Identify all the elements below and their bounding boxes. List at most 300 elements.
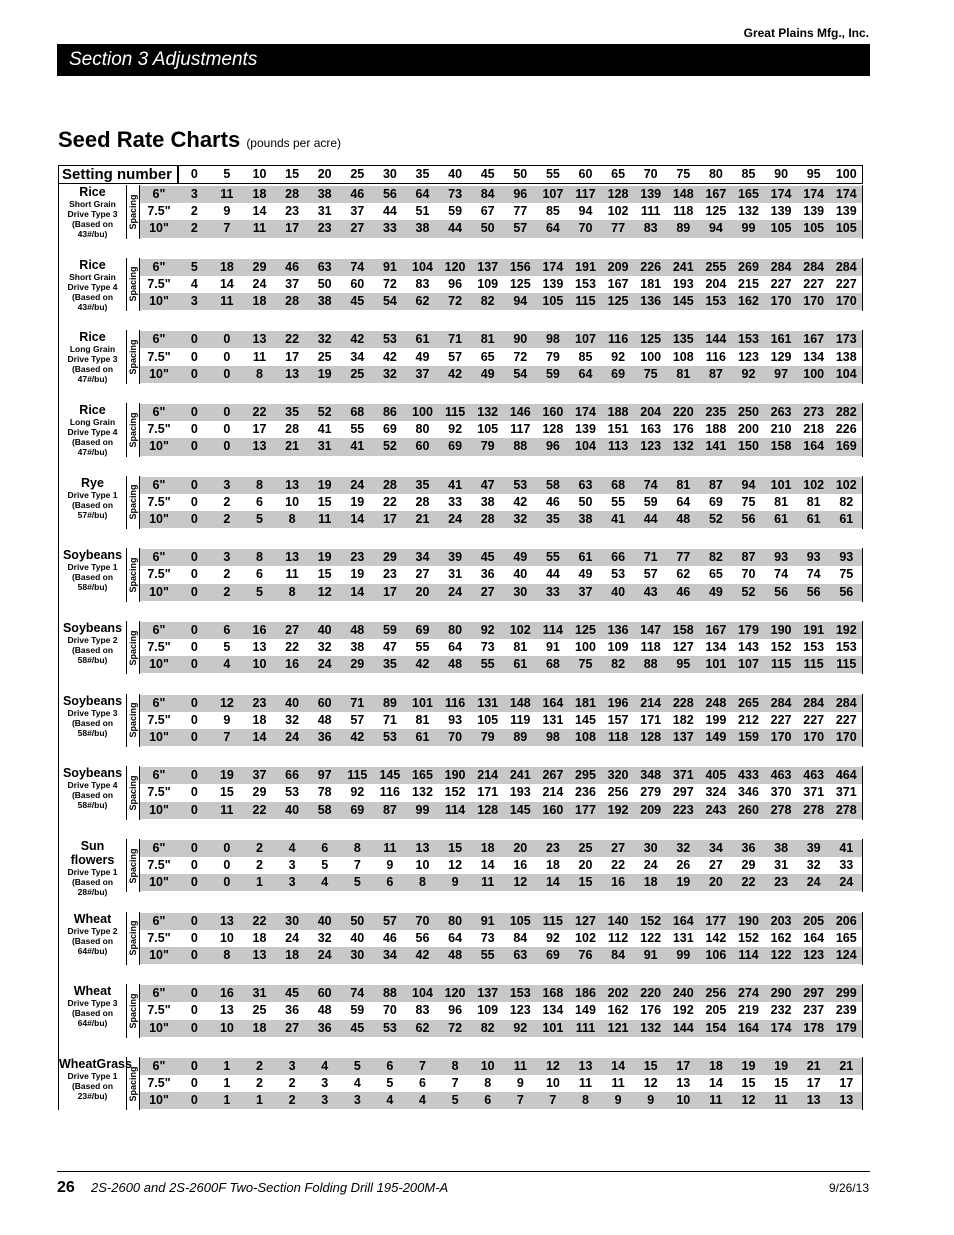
seed-rate-cell: 32	[285, 712, 300, 727]
seed-rate-cell: 24	[350, 477, 365, 492]
block-right-border	[862, 694, 863, 748]
seed-rate-cell: 125	[575, 622, 596, 637]
seed-rate-cell: 123	[803, 947, 825, 962]
seed-rate-cell: 23	[350, 550, 365, 565]
crop-description: Drive Type 4	[67, 426, 118, 437]
setting-header-cell: 60	[578, 167, 593, 181]
seed-rate-cell: 23	[545, 840, 560, 855]
section-header-bar	[57, 44, 870, 76]
seed-rate-cell: 226	[640, 259, 662, 274]
seed-rate-cell: 18	[252, 712, 267, 727]
seed-rate-cell: 97	[774, 366, 789, 381]
seed-rate-cell: 2	[288, 1076, 296, 1090]
crop-description: 43#/bu)	[77, 301, 108, 312]
crop-description: Short Grain	[69, 271, 116, 282]
seed-rate-cell: 13	[806, 1093, 821, 1108]
seed-rate-cell: 20	[578, 858, 593, 873]
seed-rate-cell: 169	[835, 439, 857, 454]
seed-rate-cell: 137	[477, 259, 499, 274]
crop-description: Long Grain	[69, 416, 116, 427]
seed-rate-cell: 12	[741, 1093, 756, 1108]
seed-rate-cell: 4	[419, 1093, 426, 1108]
seed-rate-cell: 4	[386, 1093, 394, 1108]
seed-rate-cell: 102	[509, 622, 531, 637]
seed-rate-cell: 21	[415, 512, 430, 526]
row-spacing-value: 6"	[152, 695, 166, 710]
crop-description: (Based on	[71, 790, 114, 801]
crop-label	[58, 1056, 132, 1111]
seed-rate-cell: 145	[509, 802, 531, 817]
seed-rate-cell: 72	[448, 1020, 463, 1035]
crop-label	[58, 766, 126, 820]
seed-rate-cell: 124	[835, 947, 857, 962]
seed-rate-cell: 8	[256, 366, 263, 381]
seed-rate-cell: 3	[288, 875, 296, 890]
crop-description: 23#/bu)	[77, 1090, 108, 1101]
seed-rate-cell: 15	[643, 1058, 658, 1073]
seed-rate-cell: 75	[643, 366, 658, 381]
seed-rate-cell: 191	[575, 259, 596, 274]
seed-rate-cell: 164	[803, 439, 825, 454]
seed-rate-cell: 284	[770, 695, 792, 710]
seed-rate-cell: 153	[803, 640, 825, 655]
seed-rate-cell: 158	[672, 622, 694, 637]
seed-rate-cell: 19	[350, 494, 365, 509]
seed-rate-cell: 51	[415, 204, 430, 219]
seed-rate-cell: 182	[672, 712, 694, 727]
seed-rate-cell: 1	[223, 1058, 231, 1073]
seed-rate-cell: 89	[513, 729, 528, 744]
seed-rate-cell: 92	[741, 366, 756, 381]
seed-rate-cell: 22	[252, 404, 267, 419]
seed-rate-cell: 114	[738, 947, 759, 962]
seed-rate-cell: 25	[350, 366, 365, 381]
seed-rate-cell: 4	[321, 875, 329, 890]
seed-rate-cell: 104	[835, 366, 857, 381]
seed-rate-cell: 99	[676, 947, 691, 962]
seed-rate-cell: 61	[415, 729, 430, 744]
row-spacing-value: 6"	[152, 622, 166, 637]
seed-rate-cell: 56	[415, 930, 430, 945]
seed-rate-cell: 56	[382, 187, 397, 201]
seed-rate-cell: 35	[382, 657, 397, 672]
seed-rate-cell: 162	[770, 930, 792, 945]
seed-rate-cell: 6	[386, 1058, 394, 1073]
seed-rate-cell: 6	[386, 875, 394, 890]
seed-rate-cell: 149	[705, 729, 727, 744]
seed-rate-cell: 13	[839, 1093, 854, 1108]
seed-rate-cell: 77	[676, 550, 691, 565]
seed-rate-cell: 40	[611, 584, 626, 599]
seed-rate-cell: 8	[288, 512, 296, 526]
seed-rate-cell: 15	[448, 840, 463, 855]
seed-rate-cell: 0	[190, 930, 198, 945]
spacing-label	[126, 185, 140, 239]
seed-rate-cell: 33	[839, 858, 854, 873]
row-spacing-value: 10"	[149, 294, 169, 309]
seed-rate-cell: 13	[415, 840, 430, 855]
seed-rate-cell: 151	[607, 422, 629, 437]
seed-rate-cell: 64	[448, 640, 463, 655]
seed-rate-cell: 4	[223, 657, 231, 672]
row-spacing-value: 7.5"	[147, 930, 171, 945]
seed-rate-cell: 15	[219, 785, 234, 800]
seed-rate-cell: 284	[803, 695, 825, 710]
seed-rate-cell: 10	[676, 1093, 691, 1108]
seed-rate-cell: 59	[382, 622, 397, 637]
seed-rate-cell: 27	[708, 858, 723, 873]
seed-rate-cell: 137	[477, 986, 499, 1001]
seed-rate-cell: 139	[640, 187, 662, 201]
seed-rate-cell: 38	[350, 640, 365, 655]
seed-rate-cell: 76	[578, 947, 593, 962]
seed-rate-cell: 218	[803, 422, 825, 437]
seed-rate-cell: 371	[803, 785, 825, 800]
seed-rate-cell: 24	[285, 930, 300, 945]
seed-rate-cell: 15	[774, 1076, 789, 1090]
seed-rate-cell: 27	[480, 584, 495, 599]
seed-rate-cell: 47	[480, 477, 495, 492]
seed-rate-cell: 11	[481, 875, 495, 890]
seed-rate-cell: 13	[252, 947, 267, 962]
seed-rate-cell: 167	[803, 332, 825, 347]
seed-rate-cell: 88	[513, 439, 528, 454]
crop-description: (Based on	[71, 1008, 114, 1019]
seed-rate-cell: 49	[708, 584, 723, 599]
seed-rate-cell: 32	[806, 858, 821, 873]
seed-rate-cell: 14	[611, 1058, 626, 1073]
seed-rate-cell: 28	[415, 494, 430, 509]
seed-rate-cell: 173	[835, 332, 857, 347]
seed-rate-cell: 181	[640, 276, 662, 291]
seed-rate-cell: 123	[738, 349, 759, 364]
crop-description: Short Grain	[69, 199, 116, 209]
seed-rate-cell: 241	[672, 259, 694, 274]
seed-rate-cell: 18	[643, 875, 658, 890]
seed-rate-cell: 13	[252, 332, 267, 347]
row-spacing-value: 6"	[152, 259, 166, 274]
seed-rate-cell: 12	[643, 1076, 658, 1090]
seed-rate-cell: 10	[480, 1058, 495, 1073]
seed-rate-cell: 11	[513, 1058, 527, 1073]
seed-rate-cell: 278	[770, 802, 792, 817]
seed-rate-cell: 45	[285, 986, 300, 1001]
seed-rate-cell: 99	[415, 802, 430, 817]
seed-rate-cell: 55	[545, 550, 560, 565]
seed-rate-cell: 59	[448, 204, 463, 219]
crop-name: WheatGrass	[59, 1056, 132, 1071]
seed-rate-cell: 40	[350, 930, 365, 945]
seed-rate-cell: 68	[350, 404, 365, 419]
seed-rate-cell: 346	[738, 785, 759, 800]
seed-rate-cell: 11	[774, 1093, 788, 1108]
crop-description: Drive Type 4	[67, 780, 118, 791]
seed-rate-cell: 157	[607, 712, 629, 727]
seed-rate-cell: 159	[738, 729, 759, 744]
crop-label	[58, 403, 126, 457]
seed-rate-cell: 19	[676, 875, 691, 890]
seed-rate-cell: 214	[542, 785, 564, 800]
seed-rate-cell: 174	[542, 259, 564, 274]
row-spacing-value: 7.5"	[147, 1003, 171, 1018]
seed-rate-cell: 8	[353, 840, 361, 855]
seed-rate-cell: 29	[741, 858, 756, 873]
row-spacing-value: 10"	[149, 221, 169, 236]
seed-rate-cell: 81	[806, 494, 821, 509]
seed-rate-cell: 8	[288, 584, 296, 599]
seed-rate-cell: 41	[350, 439, 365, 454]
seed-rate-cell: 0	[190, 422, 198, 437]
seed-rate-cell: 32	[382, 366, 397, 381]
seed-rate-cell: 69	[611, 366, 626, 381]
row-spacing-value: 10"	[149, 657, 169, 672]
seed-rate-cell: 255	[705, 259, 727, 274]
seed-rate-cell: 49	[480, 366, 495, 381]
seed-rate-cell: 44	[643, 512, 658, 526]
seed-rate-cell: 33	[448, 494, 463, 509]
seed-rate-cell: 94	[741, 477, 756, 492]
seed-rate-cell: 50	[578, 494, 593, 509]
seed-rate-cell: 160	[542, 802, 564, 817]
seed-rate-cell: 3	[288, 858, 296, 873]
block-right-border	[862, 766, 863, 820]
spacing-text: Spacing	[128, 339, 138, 375]
seed-rate-cell: 29	[382, 550, 397, 565]
setting-header-cell: 30	[382, 167, 397, 181]
seed-rate-cell: 4	[190, 276, 198, 291]
crop-name: Soybeans	[62, 693, 123, 708]
seed-rate-cell: 7	[353, 858, 361, 873]
seed-rate-cell: 39	[806, 840, 821, 855]
seed-rate-cell: 6	[256, 567, 263, 582]
row-spacing-value: 10"	[149, 512, 169, 526]
seed-rate-cell: 105	[835, 221, 857, 236]
seed-rate-cell: 70	[415, 913, 430, 928]
seed-rate-cell: 37	[285, 276, 300, 291]
row-spacing-value: 7.5"	[147, 204, 171, 219]
row-spacing-value: 6"	[152, 550, 166, 565]
spacing-text: Spacing	[128, 1066, 138, 1102]
seed-rate-cell: 19	[317, 366, 332, 381]
seed-rate-cell: 12	[317, 584, 332, 599]
crop-name: Wheat	[73, 984, 112, 999]
seed-rate-cell: 83	[415, 1003, 430, 1018]
seed-rate-cell: 0	[190, 550, 198, 565]
seed-rate-cell: 2	[223, 584, 231, 599]
seed-rate-cell: 115	[445, 404, 466, 419]
seed-rate-cell: 193	[509, 785, 531, 800]
seed-rate-cell: 192	[607, 802, 629, 817]
seed-rate-cell: 2	[256, 1076, 263, 1090]
seed-rate-cell: 24	[643, 858, 658, 873]
seed-rate-cell: 274	[738, 986, 759, 1001]
seed-rate-cell: 24	[252, 276, 267, 291]
seed-rate-cell: 13	[252, 439, 267, 454]
crop-description: 58#/bu)	[77, 800, 108, 811]
seed-rate-cell: 55	[415, 640, 430, 655]
seed-rate-cell: 0	[223, 366, 231, 381]
seed-rate-cell: 144	[705, 332, 727, 347]
seed-rate-cell: 31	[252, 986, 267, 1001]
seed-rate-cell: 46	[350, 187, 365, 201]
crop-description: (Based on	[71, 876, 114, 887]
seed-rate-cell: 7	[223, 729, 231, 744]
seed-rate-cell: 93	[839, 550, 854, 565]
seed-rate-cell: 0	[223, 332, 231, 347]
seed-rate-cell: 42	[350, 729, 365, 744]
seed-rate-cell: 149	[575, 1003, 596, 1018]
seed-rate-cell: 63	[513, 947, 528, 962]
seed-rate-cell: 53	[382, 332, 397, 347]
seed-rate-cell: 5	[223, 640, 231, 655]
seed-rate-cell: 0	[223, 875, 231, 890]
seed-rate-cell: 61	[415, 332, 430, 347]
seed-rate-cell: 220	[672, 404, 694, 419]
seed-rate-cell: 44	[545, 567, 560, 582]
seed-rate-cell: 3	[190, 187, 198, 201]
row-spacing-value: 7.5"	[147, 567, 171, 582]
seed-rate-cell: 0	[223, 422, 231, 437]
row-spacing-value: 10"	[149, 729, 169, 744]
crop-label	[58, 476, 126, 530]
crop-description: (Based on	[71, 436, 114, 447]
seed-rate-cell: 112	[608, 930, 629, 945]
setting-header-cell: 50	[513, 167, 528, 181]
seed-rate-cell: 50	[350, 913, 365, 928]
seed-rate-cell: 22	[285, 332, 300, 347]
seed-rate-cell: 50	[480, 221, 495, 236]
seed-rate-cell: 94	[578, 204, 593, 219]
seed-rate-cell: 0	[190, 695, 198, 710]
seed-rate-cell: 16	[219, 986, 234, 1001]
seed-rate-cell: 181	[575, 695, 596, 710]
row-spacing-value: 7.5"	[147, 494, 171, 509]
seed-rate-cell: 18	[545, 858, 560, 873]
seed-rate-cell: 371	[835, 785, 857, 800]
seed-rate-cell: 8	[582, 1093, 589, 1108]
seed-rate-cell: 168	[542, 986, 564, 1001]
crop-description: Drive Type 1	[67, 562, 118, 573]
seed-rate-cell: 206	[835, 913, 857, 928]
seed-rate-cell: 6	[484, 1093, 492, 1108]
seed-rate-cell: 17	[252, 422, 267, 437]
seed-rate-cell: 68	[545, 657, 560, 672]
spacing-text: Spacing	[128, 557, 138, 593]
seed-rate-cell: 34	[382, 947, 397, 962]
title-main: Seed Rate Charts	[58, 127, 241, 152]
seed-rate-cell: 0	[223, 349, 231, 364]
seed-rate-cell: 11	[383, 840, 397, 855]
seed-rate-cell: 203	[770, 913, 792, 928]
seed-rate-cell: 115	[836, 657, 857, 672]
seed-rate-cell: 227	[770, 712, 792, 727]
seed-rate-cell: 25	[317, 349, 332, 364]
seed-rate-cell: 227	[835, 712, 857, 727]
seed-rate-cell: 11	[578, 1076, 593, 1090]
seed-rate-cell: 170	[803, 294, 825, 309]
seed-rate-cell: 18	[252, 294, 267, 309]
seed-rate-cell: 5	[386, 1076, 394, 1090]
spacing-label	[126, 548, 140, 602]
seed-rate-cell: 68	[611, 477, 626, 492]
seed-rate-cell: 0	[190, 477, 198, 492]
crop-description: 58#/bu)	[77, 654, 108, 665]
seed-rate-cell: 348	[640, 768, 662, 783]
seed-rate-cell: 248	[705, 695, 727, 710]
seed-rate-cell: 0	[190, 712, 198, 727]
seed-rate-cell: 42	[448, 366, 463, 381]
seed-rate-cell: 3	[321, 1093, 329, 1108]
seed-rate-cell: 2	[256, 858, 263, 873]
seed-rate-cell: 82	[839, 494, 854, 509]
seed-rate-cell: 15	[317, 494, 332, 509]
seed-rate-cell: 145	[379, 768, 401, 783]
seed-rate-cell: 295	[575, 768, 596, 783]
seed-rate-cell: 34	[415, 550, 430, 565]
crop-description: Drive Type 3	[67, 707, 118, 718]
seed-rate-cell: 17	[382, 584, 397, 599]
seed-rate-cell: 156	[509, 259, 531, 274]
seed-rate-cell: 38	[774, 840, 789, 855]
seed-rate-cell: 16	[611, 875, 626, 890]
seed-rate-cell: 73	[480, 930, 495, 945]
seed-rate-cell: 81	[415, 712, 430, 727]
seed-rate-cell: 14	[708, 1076, 723, 1090]
seed-rate-cell: 55	[480, 947, 495, 962]
seed-rate-cell: 256	[705, 986, 727, 1001]
seed-rate-cell: 152	[738, 930, 759, 945]
seed-rate-cell: 163	[640, 422, 662, 437]
seed-rate-cell: 13	[285, 366, 300, 381]
seed-rate-cell: 143	[738, 640, 759, 655]
seed-rate-cell: 165	[738, 187, 759, 201]
seed-rate-cell: 226	[835, 422, 857, 437]
seed-rate-cell: 82	[480, 294, 495, 309]
seed-rate-cell: 278	[803, 802, 825, 817]
seed-rate-cell: 69	[382, 422, 397, 437]
seed-rate-cell: 18	[252, 187, 267, 201]
seed-rate-cell: 44	[382, 204, 397, 219]
seed-rate-cell: 64	[448, 930, 463, 945]
seed-rate-cell: 96	[448, 276, 463, 291]
seed-rate-cell: 45	[480, 550, 495, 565]
seed-rate-cell: 56	[839, 584, 854, 599]
block-right-border	[862, 984, 863, 1038]
crop-description: (Based on	[71, 572, 114, 583]
seed-rate-cell: 123	[640, 439, 662, 454]
seed-rate-cell: 46	[545, 494, 560, 509]
crop-name: Sun flowers	[70, 838, 115, 867]
crop-description: (Based on	[71, 219, 114, 229]
seed-rate-cell: 63	[317, 259, 332, 274]
spacing-text: Spacing	[128, 484, 138, 520]
seed-rate-cell: 40	[317, 622, 332, 637]
seed-rate-cell: 17	[285, 221, 300, 236]
seed-rate-cell: 145	[672, 294, 694, 309]
seed-rate-cell: 74	[350, 986, 365, 1001]
seed-rate-cell: 463	[770, 768, 792, 783]
seed-rate-cell: 47	[382, 640, 397, 655]
crop-label	[58, 984, 126, 1038]
seed-rate-cell: 24	[317, 657, 332, 672]
seed-rate-cell: 84	[513, 930, 528, 945]
seed-rate-cell: 0	[190, 913, 198, 928]
seed-rate-cell: 20	[708, 875, 723, 890]
seed-rate-cell: 49	[578, 567, 593, 582]
seed-rate-cell: 0	[190, 947, 198, 962]
seed-rate-cell: 87	[741, 550, 756, 565]
seed-rate-cell: 36	[317, 729, 332, 744]
